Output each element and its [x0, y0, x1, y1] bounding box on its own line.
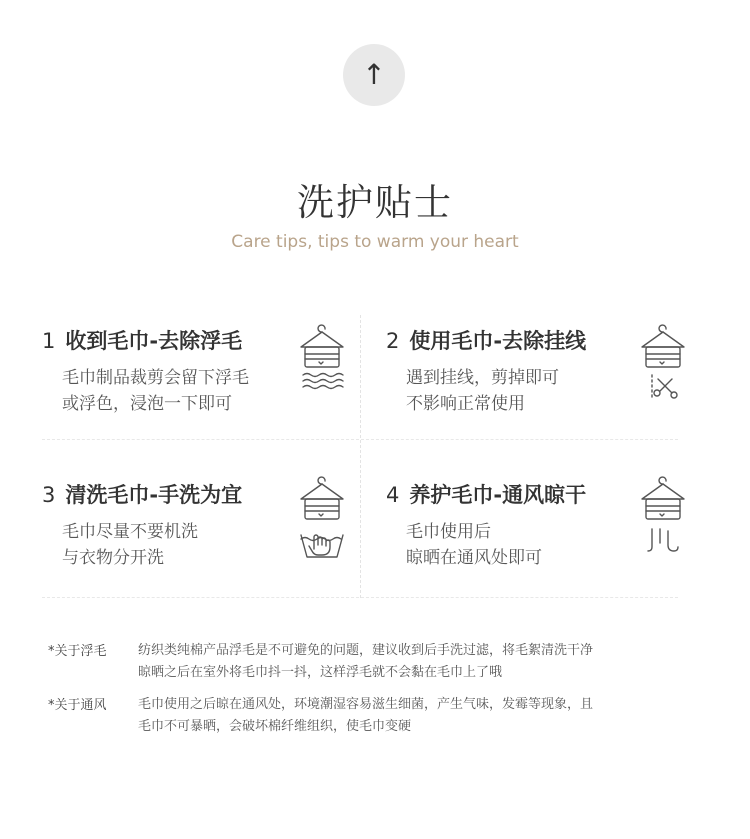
page-subtitle: Care tips, tips to warm your heart — [231, 232, 519, 252]
tip-title: 4 养护毛巾-通风晾干 — [386, 483, 587, 507]
tip-title: 2 使用毛巾-去除挂线 — [386, 329, 587, 353]
note-text: 纺织类纯棉产品浮毛是不可避免的问题，建议收到后手洗过滤，将毛絮清洗干净 晾晒之后在室外将毛巾抖一抖，这样浮毛就不会黏在毛巾上了哦 — [138, 643, 594, 680]
care-notes — [48, 640, 688, 748]
horizontal-divider — [42, 439, 678, 440]
scroll-to-top-button[interactable] — [343, 44, 405, 106]
up-arrow-icon: ↑ — [362, 58, 386, 91]
tip-title: 1 收到毛巾-去除浮毛 — [42, 329, 243, 353]
care-tips-grid — [42, 315, 678, 598]
tip-description: 毛巾使用后 晾晒在通风处即可 — [406, 522, 542, 568]
note-ventilation — [48, 694, 688, 738]
towel-on-hanger-with-scissors-icon — [638, 323, 688, 401]
vertical-divider — [360, 315, 361, 598]
note-label: *关于通风 — [48, 698, 107, 713]
note-fuzz — [48, 640, 688, 684]
tip-description: 毛巾制品裁剪会留下浮毛 或浮色，浸泡一下即可 — [62, 368, 249, 414]
towel-on-hanger-with-handwash-basin-icon — [297, 475, 347, 561]
tip-title: 3 清洗毛巾-手洗为宜 — [42, 483, 243, 507]
note-label: *关于浮毛 — [48, 644, 107, 659]
tip-description: 遇到挂线，剪掉即可 不影响正常使用 — [406, 368, 559, 414]
bottom-divider — [42, 597, 678, 598]
tip-description: 毛巾尽量不要机洗 与衣物分开洗 — [62, 522, 198, 568]
towel-on-hanger-with-wind-icon — [638, 475, 688, 561]
note-text: 毛巾使用之后晾在通风处，环境潮湿容易滋生细菌，产生气味，发霉等现象，且 毛巾不可暴晒，会破坏棉纤维组织，使毛巾变硬 — [138, 697, 594, 734]
towel-on-hanger-with-water-waves-icon — [297, 323, 347, 395]
page-title: 洗护贴士 — [297, 181, 453, 224]
